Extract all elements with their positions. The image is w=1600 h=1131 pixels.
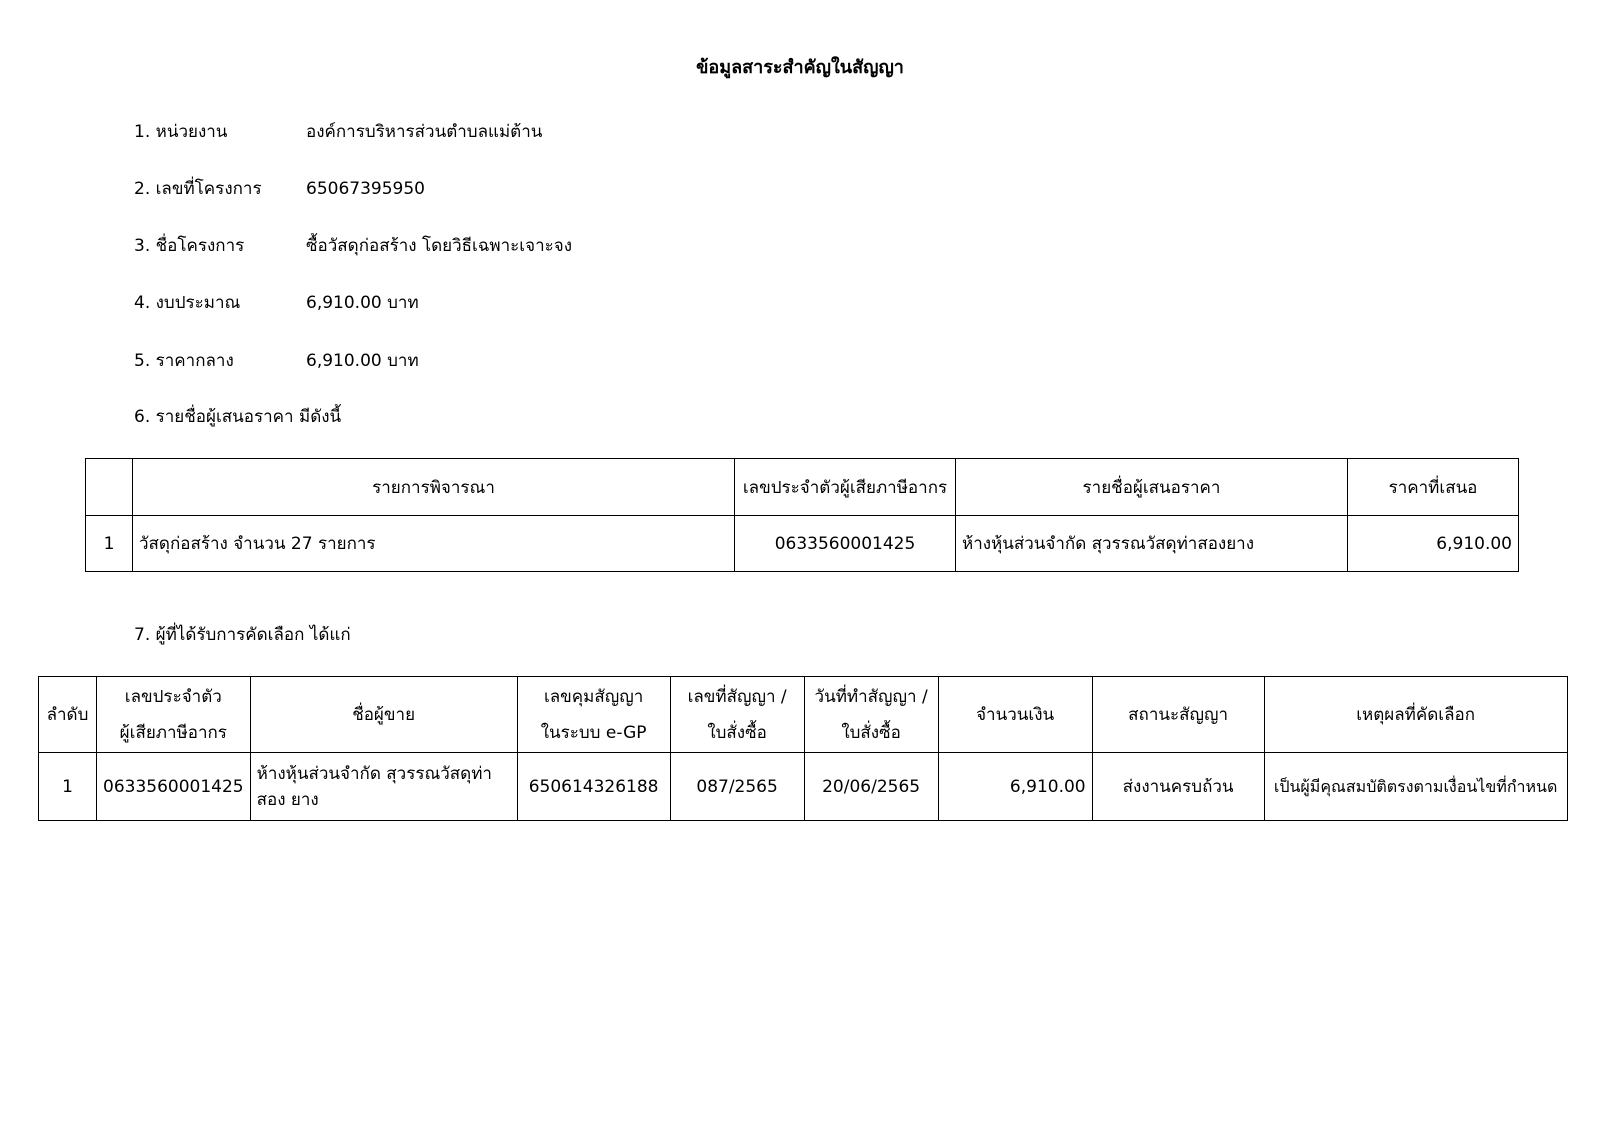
- winners-col-amount: จำนวนเงิน: [938, 677, 1092, 753]
- agency-value: องค์การบริหารส่วนตำบลแม่ต้าน: [306, 122, 543, 142]
- winners-cell-contract-no: 087/2565: [670, 753, 804, 821]
- bidders-header-row: [86, 459, 1519, 516]
- bidders-cell-bidder: ห้างหุ้นส่วนจำกัด สุวรรณวัสดุท่าสองยาง: [956, 516, 1348, 572]
- table-row: [86, 516, 1519, 572]
- winners-col-contract-no-line2: ใบสั่งซื้อ: [707, 722, 767, 743]
- winners-col-reason: เหตุผลที่คัดเลือก: [1264, 677, 1567, 753]
- winners-col-control: [517, 677, 670, 753]
- winners-cell-reason: เป็นผู้มีคุณสมบัติตรงตามเงื่อนไขที่กำหนด: [1264, 753, 1567, 821]
- bidders-cell-price: 6,910.00: [1348, 516, 1519, 572]
- bidders-cell-no: 1: [86, 516, 133, 572]
- winners-cell-status: ส่งงานครบถ้วน: [1092, 753, 1264, 821]
- median-price-label: 5. ราคากลาง: [134, 351, 234, 371]
- winners-col-contract-date-line2: ใบสั่งซื้อ: [841, 722, 901, 743]
- project-name-label: 3. ชื่อโครงการ: [134, 236, 245, 256]
- winners-col-seller: ชื่อผู้ขาย: [250, 677, 517, 753]
- median-price-value: 6,910.00 บาท: [306, 351, 419, 371]
- winners-table: [38, 676, 1568, 821]
- project-no-label: 2. เลขที่โครงการ: [134, 179, 262, 199]
- winners-col-tax-id-line1: เลขประจำตัว: [124, 686, 222, 707]
- winners-col-contract-date-line1: วันที่ทำสัญญา /: [814, 686, 928, 707]
- project-no-value: 65067395950: [306, 179, 425, 199]
- winners-col-tax-id-line2: ผู้เสียภาษีอากร: [119, 722, 227, 743]
- winners-cell-amount: 6,910.00: [938, 753, 1092, 821]
- budget-label: 4. งบประมาณ: [134, 293, 241, 313]
- winners-col-control-line2: ในระบบ e-GP: [540, 722, 647, 743]
- bidders-col-tax-id: เลขประจำตัวผู้เสียภาษีอากร: [735, 459, 956, 516]
- winners-cell-no: 1: [39, 753, 97, 821]
- winners-heading: 7. ผู้ที่ได้รับการคัดเลือก ได้แก่: [134, 625, 351, 645]
- winners-col-contract-no-line1: เลขที่สัญญา /: [687, 686, 787, 707]
- winners-col-contract-date: [804, 677, 938, 753]
- winners-cell-seller: ห้างหุ้นส่วนจำกัด สุวรรณวัสดุท่าสอง ยาง: [250, 753, 517, 821]
- winners-cell-tax-id: 0633560001425: [97, 753, 251, 821]
- winners-cell-contract-date: 20/06/2565: [804, 753, 938, 821]
- winners-cell-control: 650614326188: [517, 753, 670, 821]
- agency-label: 1. หน่วยงาน: [134, 122, 228, 142]
- bidders-cell-item: วัสดุก่อสร้าง จำนวน 27 รายการ: [133, 516, 735, 572]
- winners-col-tax-id: [97, 677, 251, 753]
- table-row: [39, 753, 1568, 821]
- bidders-col-bidder: รายชื่อผู้เสนอราคา: [956, 459, 1348, 516]
- bidders-cell-tax-id: 0633560001425: [735, 516, 956, 572]
- bidders-col-price: ราคาที่เสนอ: [1348, 459, 1519, 516]
- bidders-col-item: รายการพิจารณา: [133, 459, 735, 516]
- winners-col-no: ลำดับ: [39, 677, 97, 753]
- winners-col-status: สถานะสัญญา: [1092, 677, 1264, 753]
- bidders-table: [85, 458, 1519, 572]
- document-title: ข้อมูลสาระสำคัญในสัญญา: [696, 57, 904, 78]
- budget-value: 6,910.00 บาท: [306, 293, 419, 313]
- winners-header-row: [39, 677, 1568, 753]
- winners-col-contract-no: [670, 677, 804, 753]
- bidders-heading: 6. รายชื่อผู้เสนอราคา มีดังนี้: [134, 407, 342, 427]
- bidders-col-no: [86, 459, 133, 516]
- winners-col-control-line1: เลขคุมสัญญา: [543, 686, 644, 707]
- project-name-value: ซื้อวัสดุก่อสร้าง โดยวิธีเฉพาะเจาะจง: [306, 236, 573, 256]
